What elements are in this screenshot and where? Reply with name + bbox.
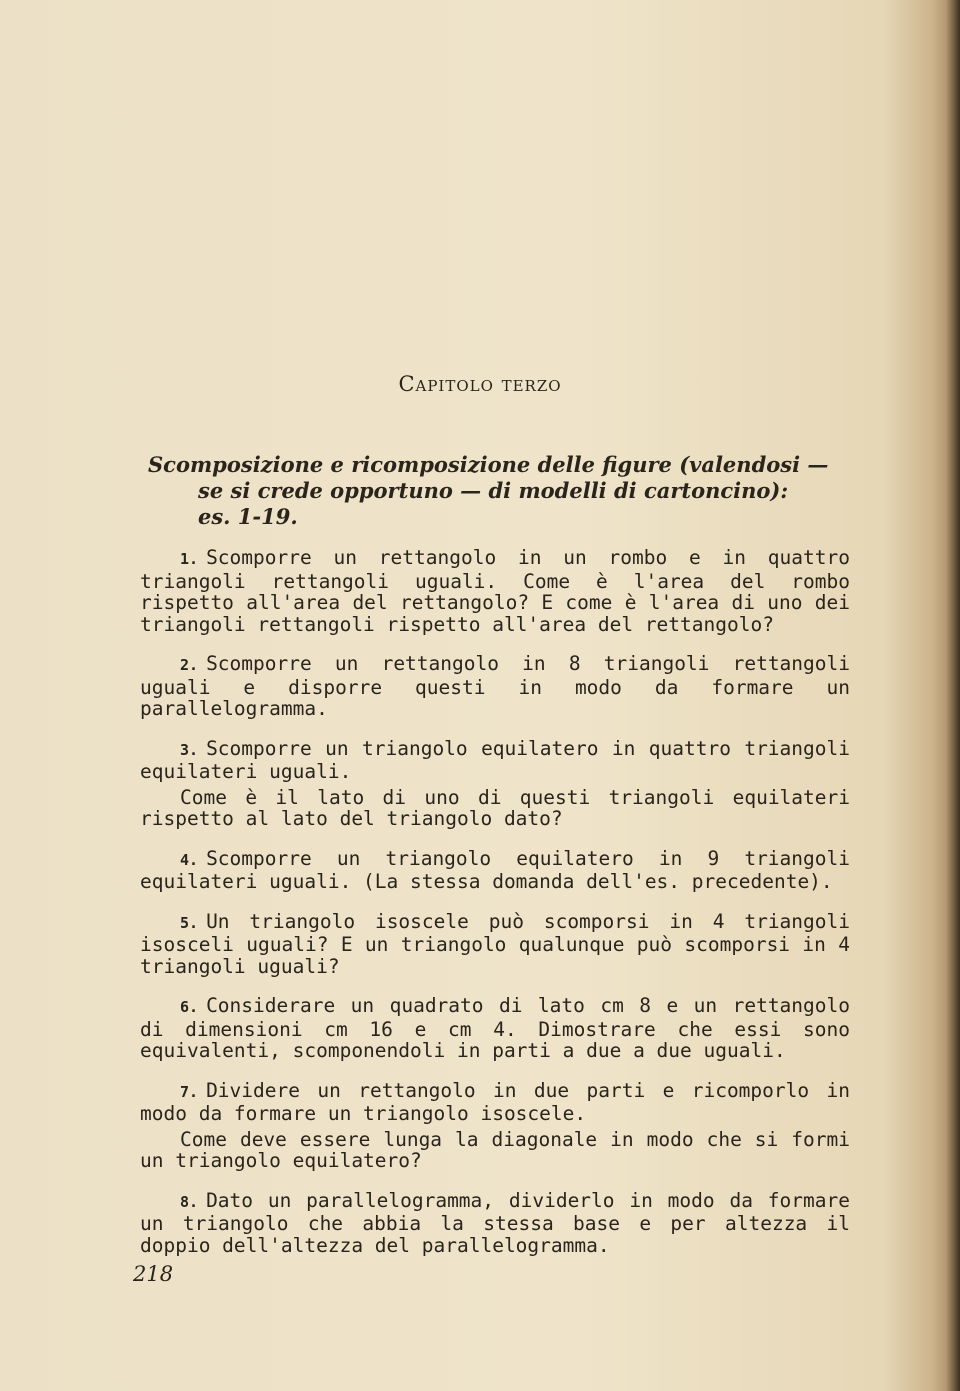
page-number: 218 (133, 1262, 174, 1286)
exercise-6 (140, 995, 850, 1062)
exercise-text: Scomporre un rettangolo in un rombo e in quattro triangoli rettangoli uguali. Come è l'area del rombo rispetto all'area del rettangolo? E come è l'area di uno dei triangoli rettangoli rispetto all'area del rettangolo? (140, 546, 850, 636)
exercise-4 (140, 848, 850, 893)
exercise-number: 2. (180, 656, 199, 674)
section-heading-line-1: Scomposizione e ricomposizione delle figure (valendosi — (148, 452, 829, 477)
exercise-number: 5. (180, 913, 199, 932)
exercise-text: Considerare un quadrato di lato cm 8 e un rettangolo di dimensioni cm 16 e cm 4. Dimostrare che essi sono equivalenti, scomponendoli in parti a due a due uguali. (140, 994, 850, 1062)
section-heading-line-3: es. 1-19. (198, 504, 298, 529)
exercise-number: 7. (180, 1082, 199, 1101)
exercise-list (140, 547, 850, 1274)
exercise-text: Scomporre un triangolo equilatero in 9 triangoli equilateri uguali. (La stessa domanda dell'es. precedente). (140, 846, 850, 893)
exercise-text: Dato un parallelogramma, dividerlo in modo da formare un triangolo che abbia la stessa base e per altezza il doppio dell'altezza del parallelogramma. (140, 1188, 850, 1257)
exercise-number: 6. (180, 998, 199, 1016)
page-binding-edge (946, 0, 960, 1391)
exercise-1 (140, 547, 850, 635)
exercise-text: Scomporre un triangolo equilatero in quattro triangoli equilateri uguali. (140, 736, 850, 783)
exercise-followup: Come è il lato di uno di questi triangoli equilateri rispetto al lato del triangolo dato? (140, 785, 850, 830)
exercise-followup: Come deve essere lunga la diagonale in modo che si formi un triangolo equilatero? (140, 1127, 850, 1172)
exercise-number: 3. (180, 740, 199, 759)
exercise-text: Dividere un rettangolo in due parti e ricomporlo in modo da formare un triangolo isoscele. (140, 1078, 850, 1125)
exercise-number: 8. (180, 1192, 199, 1211)
section-heading (148, 452, 848, 530)
chapter-title: Capitolo terzo (398, 372, 562, 396)
exercise-text: Scomporre un rettangolo in 8 triangoli rettangoli uguali e disporre questi in modo da formare un parallelogramma. (140, 652, 850, 720)
exercise-2 (140, 653, 850, 720)
exercise-7 (140, 1080, 850, 1172)
exercise-number: 1. (180, 550, 199, 568)
exercise-3 (140, 738, 850, 830)
exercise-8 (140, 1190, 850, 1257)
exercise-number: 4. (180, 850, 199, 869)
exercise-text: Un triangolo isoscele può scomporsi in 4 triangoli isosceli uguali? E un triangolo qualunque può scomporsi in 4 triangoli uguali? (140, 909, 850, 978)
exercise-5 (140, 911, 850, 978)
section-heading-line-2: se si crede opportuno — di modelli di cartoncino): (198, 478, 789, 503)
